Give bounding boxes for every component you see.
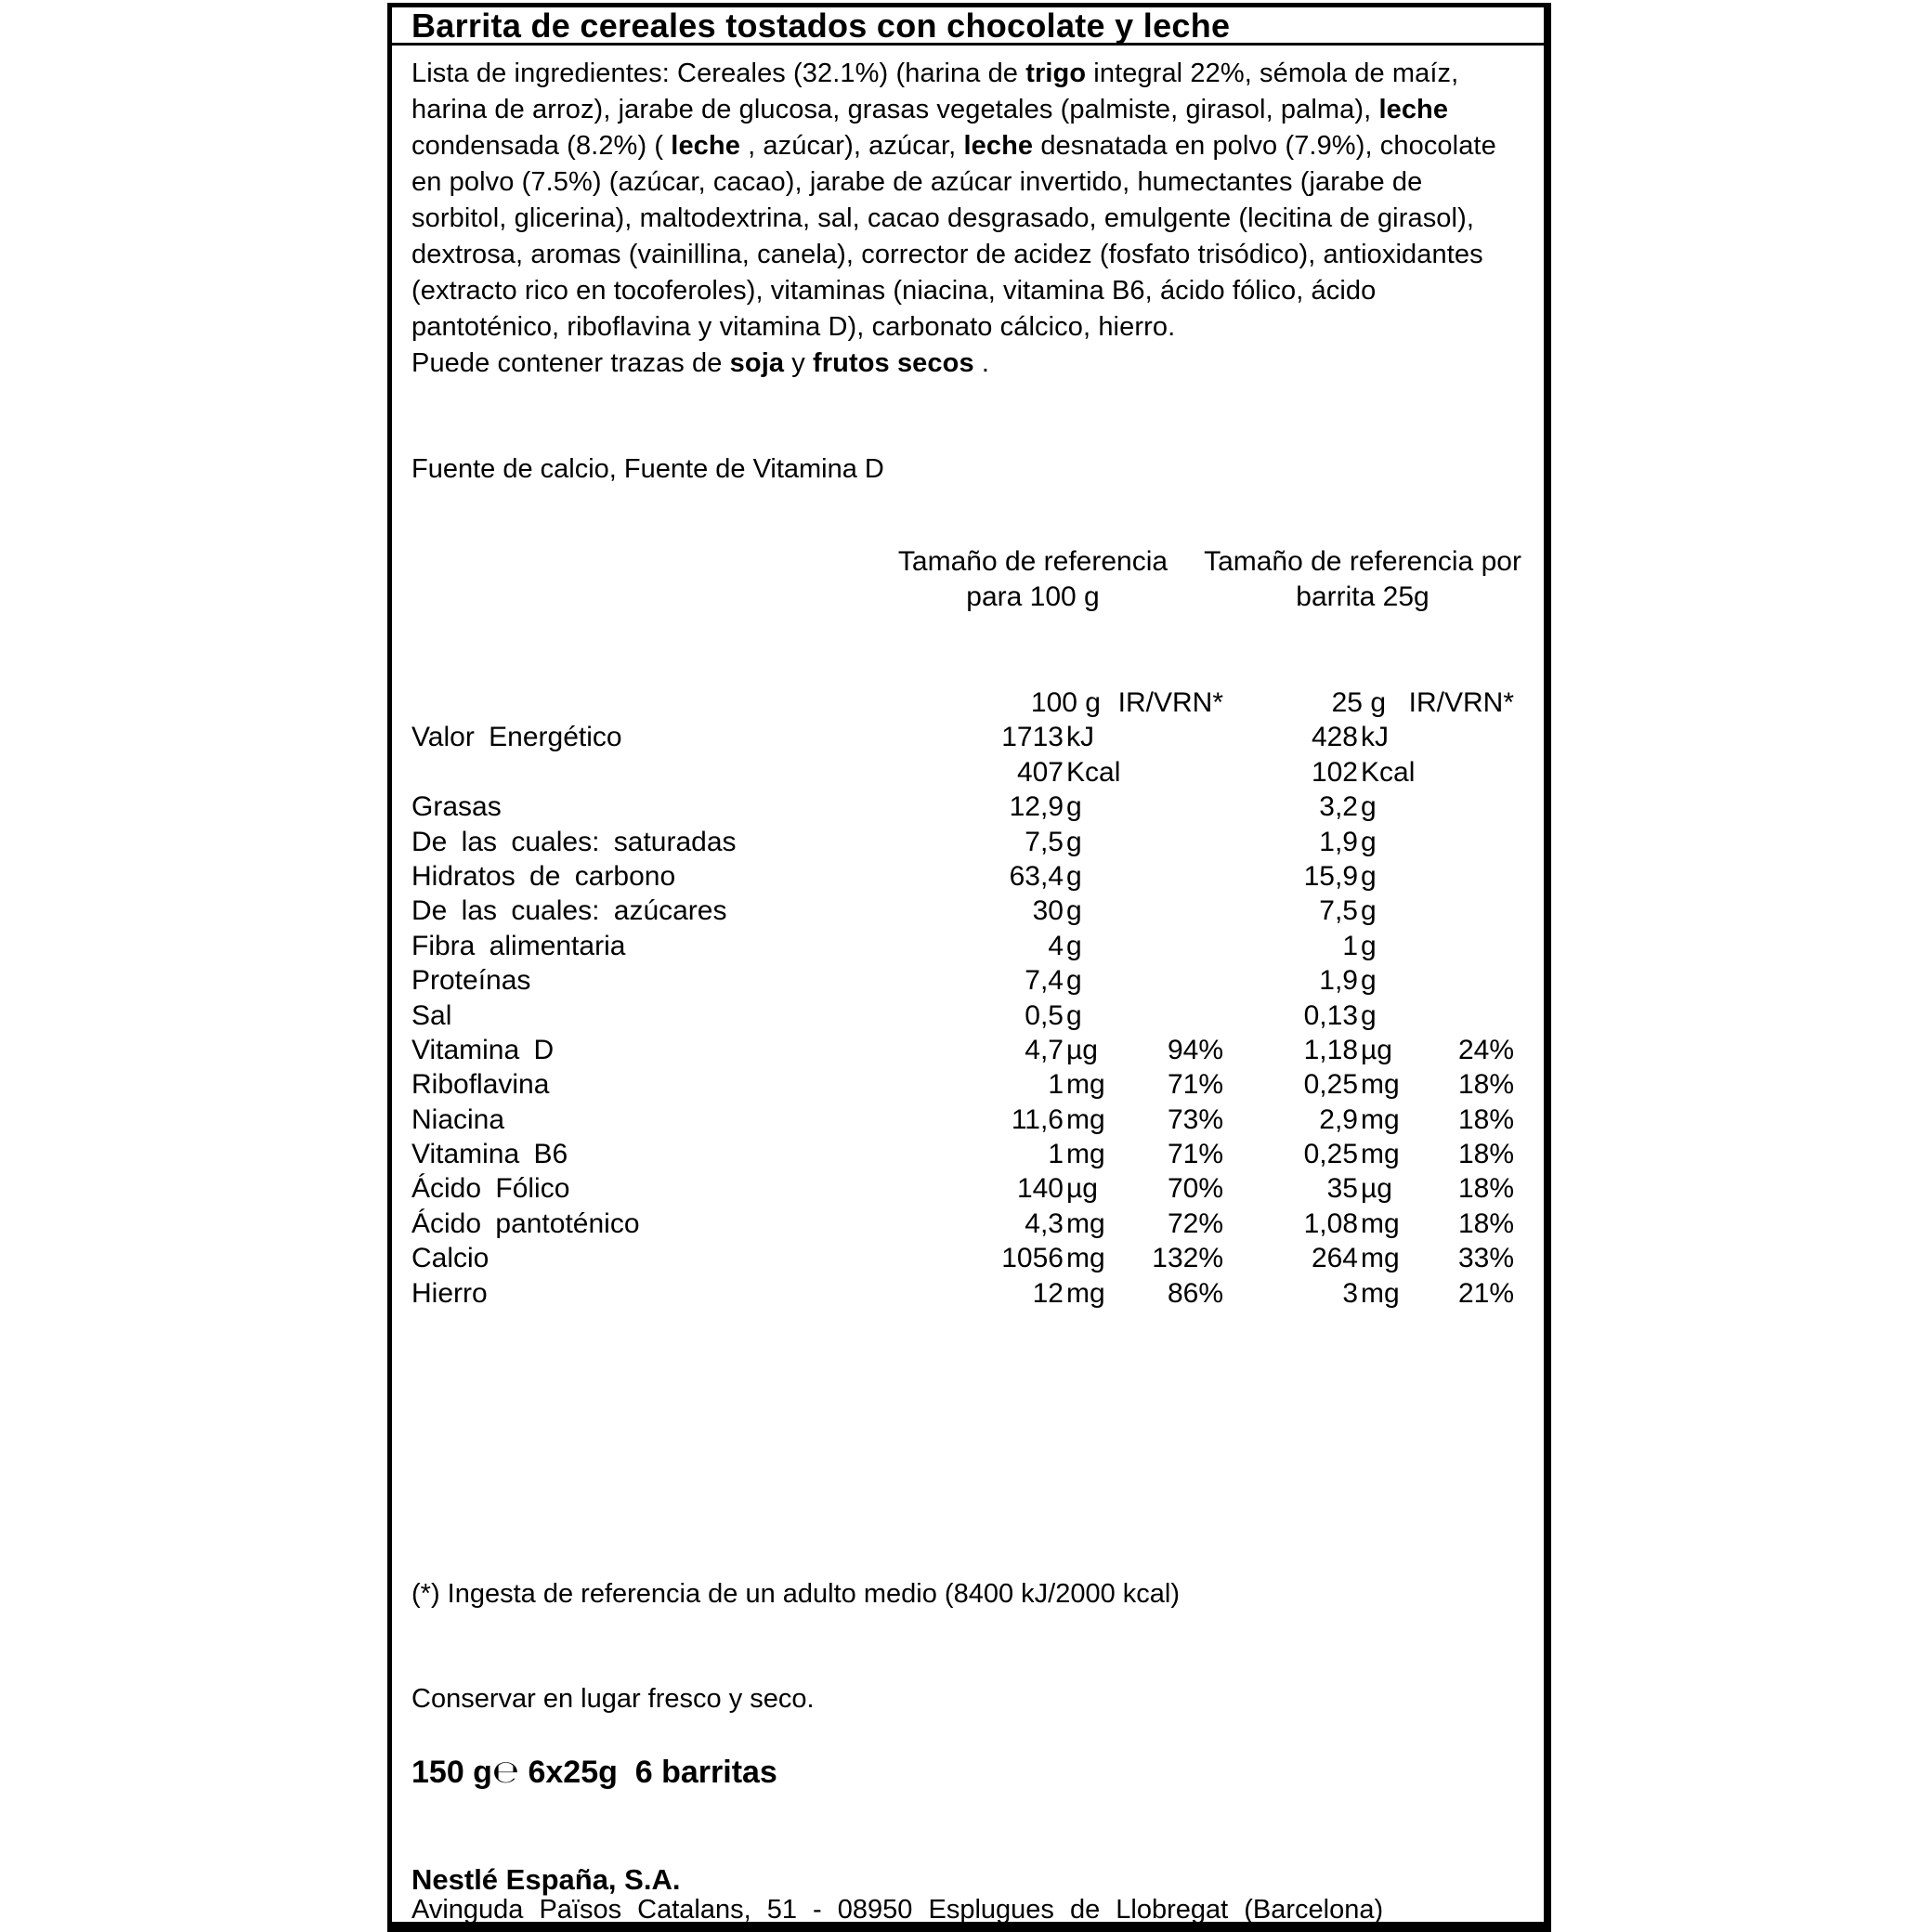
ref-header-25g-line1: Tamaño de referencia por xyxy=(1204,546,1521,577)
value-per-100g: 140 xyxy=(1016,1173,1064,1205)
nutrition-table xyxy=(392,685,1544,1311)
pack-contents: 6x25g 6 barritas xyxy=(519,1755,777,1790)
unit-per-25g: Kcal xyxy=(1361,756,1416,788)
value-per-100g: 7,5 xyxy=(1025,826,1064,857)
nutrient-label: De las cuales: azúcares xyxy=(411,895,727,927)
net-weight-line xyxy=(411,1754,777,1791)
pct-ir-per-25g: 18% xyxy=(1457,1139,1514,1170)
nutrition-row xyxy=(392,1103,1544,1137)
pct-ir-per-25g: 24% xyxy=(1457,1034,1514,1065)
pct-ir-per-25g xyxy=(1443,963,1514,998)
value-per-25g: 1,08 xyxy=(1303,1208,1358,1239)
pct-ir-per-25g: 33% xyxy=(1457,1243,1514,1274)
unit-per-25g: mg xyxy=(1361,1243,1400,1274)
unit-per-25g: µg xyxy=(1361,1034,1392,1065)
unit-per-100g: g xyxy=(1066,999,1082,1031)
ref-header-100g-line1: Tamaño de referencia xyxy=(897,546,1168,577)
unit-per-25g: mg xyxy=(1361,1277,1400,1309)
unit-per-100g: g xyxy=(1066,895,1082,927)
unit-per-100g: mg xyxy=(1066,1277,1105,1309)
pct-ir-per-100g: 71% xyxy=(1167,1139,1223,1170)
unit-per-25g: mg xyxy=(1361,1208,1400,1239)
value-per-25g: 0,25 xyxy=(1303,1139,1358,1170)
unit-per-100g: µg xyxy=(1066,1034,1098,1065)
nutrition-row xyxy=(392,963,1544,998)
pct-ir-per-100g: 86% xyxy=(1167,1277,1223,1309)
unit-per-25g: mg xyxy=(1361,1139,1400,1170)
value-per-100g: 12,9 xyxy=(1009,791,1064,823)
value-per-100g: 1 xyxy=(1048,1139,1064,1170)
nutrient-label: Fibra alimentaria xyxy=(411,930,626,961)
value-per-100g: 4 xyxy=(1048,930,1064,961)
value-per-100g: 7,4 xyxy=(1025,965,1064,997)
allergen-soja: soja xyxy=(729,348,785,378)
value-per-100g: 11,6 xyxy=(1011,1103,1064,1135)
unit-per-100g: g xyxy=(1066,965,1082,997)
storage-instructions: Conservar en lugar fresco y seco. xyxy=(411,1684,815,1714)
nutrition-row xyxy=(392,720,1544,754)
unit-per-25g: g xyxy=(1361,895,1377,927)
unit-per-25g: g xyxy=(1361,826,1377,857)
ingredients-text: , azúcar), azúcar, xyxy=(739,131,964,161)
nutrition-row xyxy=(392,1276,1544,1311)
nutrition-row xyxy=(392,790,1544,824)
unit-per-100g: Kcal xyxy=(1066,756,1121,788)
pct-ir-per-100g xyxy=(1149,929,1223,963)
pct-ir-per-25g: 18% xyxy=(1457,1103,1514,1135)
pct-ir-per-25g xyxy=(1443,755,1514,790)
traces-text: . xyxy=(973,348,990,378)
unit-per-25g: kJ xyxy=(1361,722,1389,753)
nutrition-row xyxy=(392,1207,1544,1241)
pct-ir-per-100g: 94% xyxy=(1167,1034,1223,1065)
unit-per-100g: mg xyxy=(1066,1103,1105,1135)
nutrition-column-header-row xyxy=(392,685,1544,720)
pct-ir-per-100g: 71% xyxy=(1167,1069,1223,1101)
value-per-25g: 35 xyxy=(1326,1173,1358,1205)
traces-text: Puede contener trazas de xyxy=(411,348,730,378)
pct-ir-per-25g: 18% xyxy=(1457,1208,1514,1239)
pct-ir-per-25g xyxy=(1443,894,1514,928)
value-per-25g: 1 xyxy=(1342,930,1358,961)
value-per-25g: 1,18 xyxy=(1303,1034,1358,1065)
allergen-frutos-secos: frutos secos xyxy=(813,348,974,378)
pct-ir-per-100g xyxy=(1149,999,1223,1033)
nutrient-label: Grasas xyxy=(411,791,502,823)
unit-per-100g: kJ xyxy=(1066,722,1094,753)
pct-ir-per-100g xyxy=(1149,894,1223,928)
nutrition-row xyxy=(392,1067,1544,1102)
pct-ir-per-25g xyxy=(1443,929,1514,963)
value-per-25g: 15,9 xyxy=(1303,860,1358,892)
value-per-100g: 12 xyxy=(1032,1277,1064,1309)
value-per-100g: 1 xyxy=(1048,1069,1064,1101)
unit-per-25g: g xyxy=(1361,930,1377,961)
pct-ir-per-100g: 70% xyxy=(1167,1173,1223,1205)
unit-per-100g: g xyxy=(1066,791,1082,823)
ref-header-25g xyxy=(1181,544,1544,615)
pct-ir-per-100g: 72% xyxy=(1167,1208,1223,1239)
allergen-leche: leche xyxy=(963,131,1034,161)
pct-ir-per-100g xyxy=(1149,859,1223,894)
unit-per-25g: g xyxy=(1361,999,1377,1031)
nutrient-label: Calcio xyxy=(411,1243,490,1274)
value-per-100g: 4,3 xyxy=(1025,1208,1064,1239)
nutrient-label: Ácido Fólico xyxy=(411,1173,570,1205)
reference-intake-footnote: (*) Ingesta de referencia de un adulto medio (8400 kJ/2000 kcal) xyxy=(411,1579,1180,1609)
unit-per-100g: mg xyxy=(1066,1069,1105,1101)
value-per-100g: 63,4 xyxy=(1009,860,1064,892)
nutrition-row xyxy=(392,859,1544,894)
col-header-25g: 25 g xyxy=(1331,687,1386,718)
unit-per-25g: µg xyxy=(1361,1173,1392,1205)
value-per-100g: 0,5 xyxy=(1025,999,1064,1031)
value-per-25g: 7,5 xyxy=(1319,895,1358,927)
unit-per-100g: g xyxy=(1066,826,1082,857)
nutrition-row xyxy=(392,894,1544,928)
nutrient-label: Ácido pantoténico xyxy=(411,1208,640,1239)
unit-per-25g: g xyxy=(1361,860,1377,892)
net-weight: 150 g xyxy=(411,1755,492,1790)
pct-ir-per-100g xyxy=(1149,755,1223,790)
unit-per-25g: g xyxy=(1361,965,1377,997)
nutrition-claims: Fuente de calcio, Fuente de Vitamina D xyxy=(411,454,884,484)
traces-text: y xyxy=(784,348,814,378)
ref-header-100g-line2: para 100 g xyxy=(966,581,1100,612)
col-header-100g: 100 g xyxy=(1030,687,1101,718)
value-per-100g: 1713 xyxy=(1001,722,1064,753)
ingredients-text: desnatada en polvo (7.9%), chocolate en polvo (7.5%) (azúcar, cacao), jarabe de azúcar invertido, humectantes (jarabe de sorbitol, glicerina), maltodextrina, sal, cacao desgrasado, emulgente (lecitina de girasol), dextrosa, aromas (vainillina, canela), corrector de acidez (fosfato trisódico), antioxidantes (extracto rico en tocoferoles), vitaminas (niacina, vitamina B6, ácido fólico, ácido pantoténico, riboflavina y vitamina D), carbonato cálcico, hierro. xyxy=(411,131,1496,342)
nutrition-row xyxy=(392,825,1544,859)
nutrient-label: Hidratos de carbono xyxy=(411,860,676,892)
value-per-25g: 0,25 xyxy=(1303,1069,1358,1101)
value-per-25g: 1,9 xyxy=(1319,965,1358,997)
col-header-irvrn-100g: IR/VRN* xyxy=(1117,687,1223,718)
unit-per-25g: mg xyxy=(1361,1103,1400,1135)
nutrient-label: Proteínas xyxy=(411,965,531,997)
unit-per-100g: µg xyxy=(1066,1173,1098,1205)
pct-ir-per-25g xyxy=(1443,825,1514,859)
unit-per-100g: mg xyxy=(1066,1243,1105,1274)
pct-ir-per-25g: 18% xyxy=(1457,1173,1514,1205)
allergen-trigo: trigo xyxy=(1025,59,1087,88)
nutrition-row xyxy=(392,999,1544,1033)
value-per-25g: 102 xyxy=(1311,756,1358,788)
value-per-25g: 0,13 xyxy=(1303,999,1358,1031)
ingredients-text: integral 22%, sémola de maíz, harina de arroz), jarabe de glucosa, grasas vegetales (palmiste, girasol, palma), xyxy=(411,59,1459,124)
unit-per-100g: mg xyxy=(1066,1139,1105,1170)
value-per-100g: 407 xyxy=(1016,756,1064,788)
traces-paragraph xyxy=(411,346,1524,382)
nutrient-label: Valor Energético xyxy=(411,722,622,753)
value-per-25g: 428 xyxy=(1311,722,1358,753)
nutrient-label: Sal xyxy=(411,999,452,1031)
pct-ir-per-100g xyxy=(1149,720,1223,754)
value-per-100g: 4,7 xyxy=(1025,1034,1064,1065)
col-header-irvrn-25g: IR/VRN* xyxy=(1408,687,1514,718)
estimated-sign: ℮ xyxy=(491,1754,520,1791)
nutrition-row xyxy=(392,1171,1544,1206)
ref-header-100g xyxy=(847,544,1219,615)
pct-ir-per-25g xyxy=(1443,790,1514,824)
nutrition-row xyxy=(392,1137,1544,1171)
value-per-25g: 3 xyxy=(1342,1277,1358,1309)
pct-ir-per-100g: 132% xyxy=(1152,1243,1223,1274)
unit-per-100g: mg xyxy=(1066,1208,1105,1239)
pct-ir-per-25g xyxy=(1443,999,1514,1033)
pct-ir-per-25g: 21% xyxy=(1457,1277,1514,1309)
value-per-25g: 3,2 xyxy=(1319,791,1358,823)
nutrition-row xyxy=(392,1033,1544,1067)
ingredients-paragraph xyxy=(411,56,1524,346)
label-border-box xyxy=(387,3,1551,1932)
unit-per-100g: g xyxy=(1066,930,1082,961)
pct-ir-per-100g xyxy=(1149,825,1223,859)
value-per-25g: 264 xyxy=(1311,1243,1358,1274)
nutrition-row xyxy=(392,755,1544,790)
pct-ir-per-25g xyxy=(1443,720,1514,754)
allergen-leche: leche xyxy=(671,131,740,161)
value-per-25g: 1,9 xyxy=(1319,826,1358,857)
ingredients-section xyxy=(411,56,1524,382)
value-per-25g: 2,9 xyxy=(1319,1103,1358,1135)
nutrient-label xyxy=(392,755,808,790)
nutrient-label: De las cuales: saturadas xyxy=(411,826,737,857)
manufacturer-name: Nestlé España, S.A. xyxy=(411,1863,681,1896)
nutrition-row xyxy=(392,1241,1544,1275)
nutrient-label: Riboflavina xyxy=(411,1069,550,1101)
product-title: Barrita de cereales tostados con chocolate y leche xyxy=(392,7,1544,46)
unit-per-100g: g xyxy=(1066,860,1082,892)
nutrient-label: Vitamina B6 xyxy=(411,1139,568,1170)
pct-ir-per-100g: 73% xyxy=(1167,1103,1223,1135)
nutrient-label: Hierro xyxy=(411,1277,488,1309)
ingredients-text: Lista de ingredientes: Cereales (32.1%) (harina de xyxy=(411,59,1026,88)
ref-header-25g-line2: barrita 25g xyxy=(1296,581,1429,612)
value-per-100g: 30 xyxy=(1032,895,1064,927)
pct-ir-per-25g: 18% xyxy=(1457,1069,1514,1101)
unit-per-25g: g xyxy=(1361,791,1377,823)
unit-per-25g: mg xyxy=(1361,1069,1400,1101)
pct-ir-per-25g xyxy=(1443,859,1514,894)
value-per-100g: 1056 xyxy=(1001,1243,1064,1274)
allergen-leche: leche xyxy=(1378,95,1449,124)
manufacturer-address: Avinguda Països Catalans, 51 - 08950 Esplugues de Llobregat (Barcelona) xyxy=(411,1895,1384,1925)
nutrient-label: Niacina xyxy=(411,1103,505,1135)
nutrient-label: Vitamina D xyxy=(411,1034,555,1065)
pct-ir-per-100g xyxy=(1149,790,1223,824)
nutrition-row xyxy=(392,929,1544,963)
pct-ir-per-100g xyxy=(1149,963,1223,998)
ingredients-text: condensada (8.2%) ( xyxy=(411,131,672,161)
